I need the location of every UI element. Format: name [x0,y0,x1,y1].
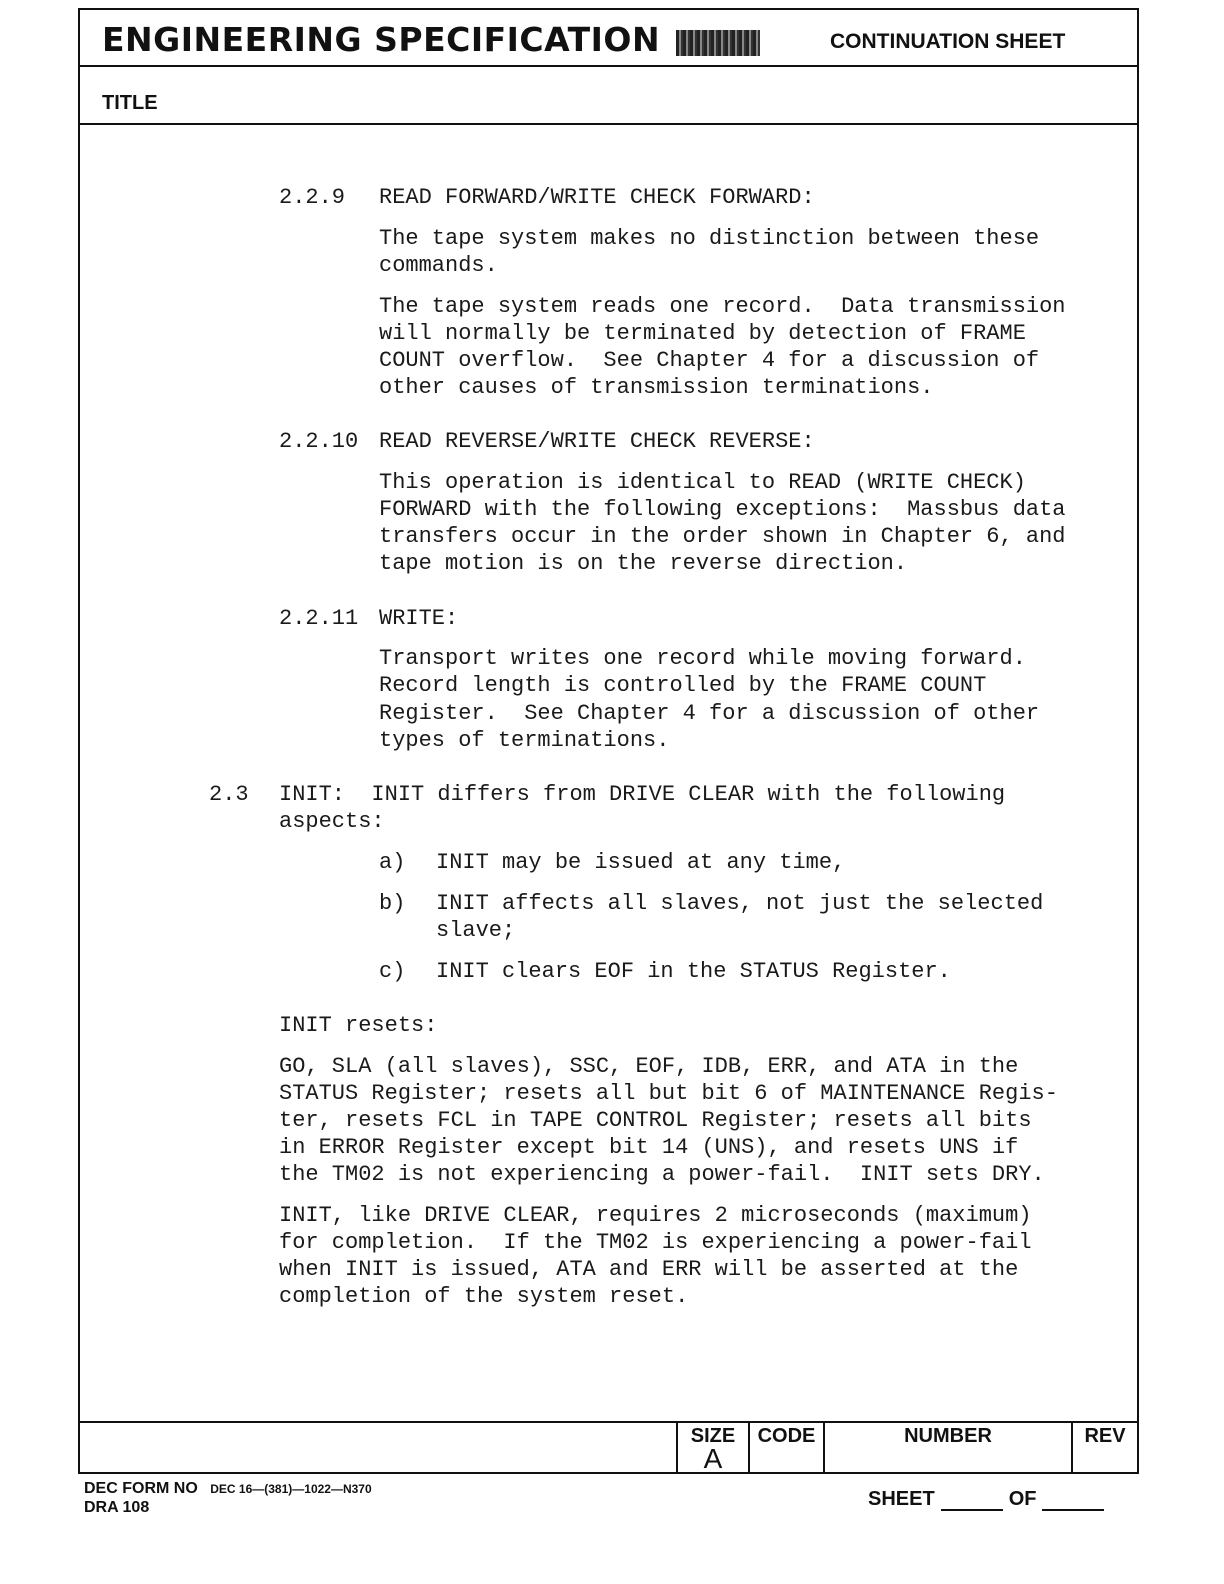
size-value: A [703,1443,723,1474]
number-cell [823,1423,1071,1472]
sheet-label: SHEET [868,1488,935,1510]
paragraph-line: tape motion is on the reverse direction. [379,551,908,576]
rev-cell [1071,1423,1137,1472]
list-item: INIT affects all slaves, not just the selected [436,891,1044,916]
form-number [84,1480,372,1498]
paragraph-line: aspects: [279,809,385,834]
section-number: 2.3 [209,782,249,807]
title-row [80,67,1137,125]
paragraph-line: Record length is controlled by the FRAME COUNT [379,673,987,698]
paragraph-line: other causes of transmission terminations. [379,375,934,400]
paragraph-line: in ERROR Register except bit 14 (UNS), and resets UNS if [279,1135,1019,1160]
paragraph-line: commands. [379,253,498,278]
paragraph-line: COUNT overflow. See Chapter 4 for a discussion of [379,348,1040,373]
redacted-stamp [676,30,760,56]
sheet-field [868,1488,1110,1511]
title-label: TITLE [102,92,158,114]
form-title: ENGINEERING SPECIFICATION [102,20,661,59]
code-cell [748,1423,823,1472]
dra-number: DRA 108 [84,1499,150,1516]
paragraph-line: INIT: INIT differs from DRIVE CLEAR with the following [279,782,1006,807]
paragraph-line: FORWARD with the following exceptions: Massbus data [379,497,1066,522]
form-no-value: DEC 16—(381)—1022—N370 [210,1482,372,1496]
section-number: 2.2.9 [279,185,346,210]
of-label: OF [1008,1488,1037,1510]
sheet-blank [941,1509,1003,1511]
paragraph-line: completion of the system reset. [279,1284,689,1309]
section-number: 2.2.11 [279,606,359,631]
paragraph-line: The tape system reads one record. Data transmission [379,294,1066,319]
paragraph-line: Transport writes one record while moving forward. [379,646,1026,671]
section-number: 2.2.10 [279,429,359,454]
paragraph-line: This operation is identical to READ (WRITE CHECK) [379,470,1026,495]
of-blank [1042,1509,1104,1511]
section-heading: READ FORWARD/WRITE CHECK FORWARD: [379,185,815,210]
size-label: SIZE [690,1425,736,1447]
form-footer [80,1421,1137,1472]
list-item-label: a) [379,850,406,875]
list-item: slave; [436,918,516,943]
paragraph-line: the TM02 is not experiencing a power-fail. INIT sets DRY. [279,1162,1045,1187]
paragraph-line: when INIT is issued, ATA and ERR will be asserted at the [279,1257,1019,1282]
paragraph-line: INIT, like DRIVE CLEAR, requires 2 microseconds (maximum) [279,1203,1032,1228]
paragraph-line: will normally be terminated by detection of FRAME [379,321,1026,346]
list-item: INIT may be issued at any time, [436,850,846,875]
number-label: NUMBER [904,1425,992,1447]
paragraph-line: Register. See Chapter 4 for a discussion of other [379,701,1040,726]
code-label: CODE [757,1425,816,1447]
resets-label: INIT resets: [279,1013,438,1038]
paragraph-line: The tape system makes no distinction between these [379,226,1040,251]
paragraph-line: GO, SLA (all slaves), SSC, EOF, IDB, ERR, and ATA in the [279,1054,1019,1079]
paragraph-line: for completion. If the TM02 is experiencing a power-fail [279,1230,1032,1255]
paragraph-line: STATUS Register; resets all but bit 6 of MAINTENANCE Regis- [279,1081,1058,1106]
form-no-label: DEC FORM NO [84,1480,198,1497]
list-item-label: c) [379,959,406,984]
paragraph-line: transfers occur in the order shown in Chapter 6, and [379,524,1066,549]
paragraph-line: ter, resets FCL in TAPE CONTROL Register; resets all bits [279,1108,1032,1133]
form-header [80,10,1137,67]
size-cell [676,1423,748,1472]
list-item: INIT clears EOF in the STATUS Register. [436,959,951,984]
section-heading: WRITE: [379,606,459,631]
rev-label: REV [1084,1425,1126,1447]
paragraph-line: types of terminations. [379,728,670,753]
list-item-label: b) [379,891,406,916]
continuation-label: CONTINUATION SHEET [830,30,1066,53]
section-heading: READ REVERSE/WRITE CHECK REVERSE: [379,429,815,454]
